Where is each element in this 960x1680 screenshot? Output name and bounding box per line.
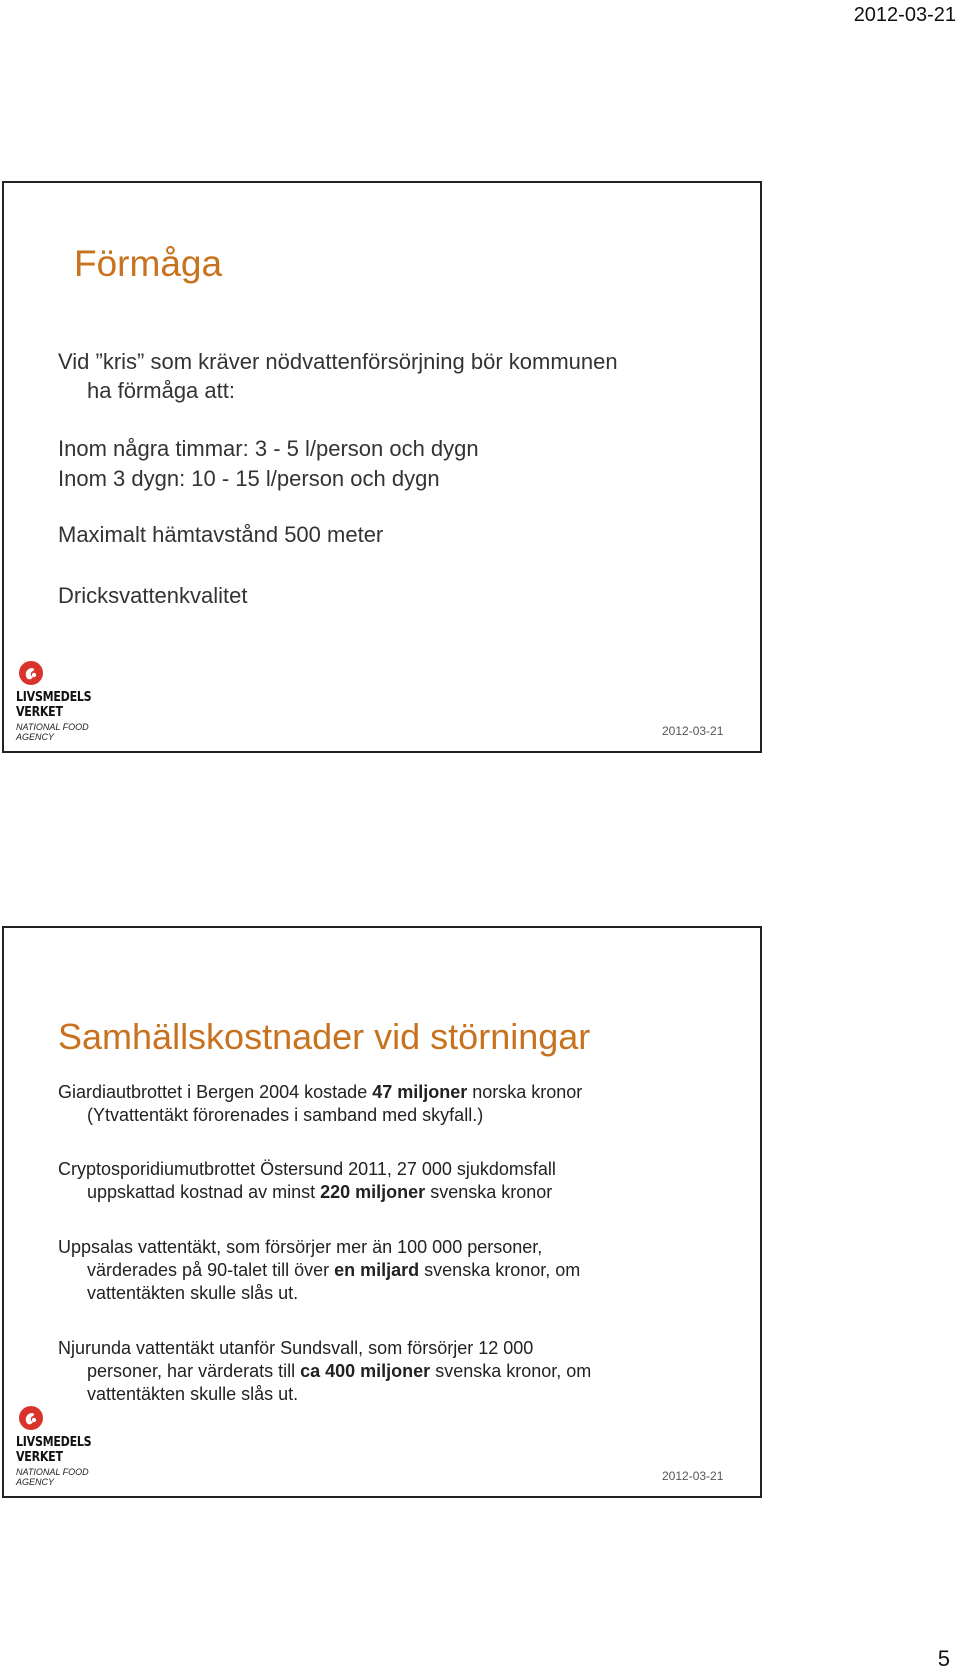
line: vattentäkten skulle slås ut. xyxy=(87,1384,299,1404)
text: svenska kronor, om xyxy=(419,1260,581,1280)
intro-paragraph xyxy=(58,347,748,405)
slide-samhallskostnader xyxy=(2,926,762,1498)
logo-subtitle: NATIONAL FOOD AGENCY xyxy=(16,1467,89,1487)
paragraph-ostersund xyxy=(58,1158,748,1204)
emphasis: 47 miljoner xyxy=(372,1082,468,1102)
emphasis: ca 400 miljoner xyxy=(300,1361,431,1381)
line: Cryptosporidiumutbrottet Östersund 2011, 27 000 sjukdomsfall xyxy=(58,1159,556,1179)
line: (Ytvattentäkt förorenades i samband med skyfall.) xyxy=(87,1105,484,1125)
text: svenska kronor, om xyxy=(430,1361,592,1381)
logo-subtitle: NATIONAL FOOD AGENCY xyxy=(16,722,89,742)
text: svenska kronor xyxy=(425,1182,553,1202)
paragraph-uppsala xyxy=(58,1236,748,1305)
livsmedelsverket-logo xyxy=(16,660,96,750)
page-number: 5 xyxy=(937,1646,950,1671)
slide-formaga xyxy=(2,181,762,753)
paragraph-bergen xyxy=(58,1081,748,1127)
paragraph-njurunda xyxy=(58,1337,748,1406)
text: norska kronor xyxy=(467,1082,583,1102)
text: Giardiautbrottet i Bergen 2004 kostade xyxy=(58,1082,373,1102)
capacity-days: Inom 3 dygn: 10 - 15 l/person och dygn xyxy=(58,466,440,491)
line: Uppsalas vattentäkt, som försörjer mer än 100 000 personer, xyxy=(58,1237,543,1257)
logo-mark-icon xyxy=(18,1405,44,1431)
line xyxy=(58,1360,748,1383)
intro-line-2: ha förmåga att: xyxy=(87,378,235,403)
intro-line-1: Vid ”kris” som kräver nödvattenförsörjning bör kommunen xyxy=(58,349,618,374)
logo-name: LIVSMEDELS VERKET xyxy=(16,1435,92,1465)
slide-date: 2012-03-21 xyxy=(662,1469,724,1483)
line: Njurunda vattentäkt utanför Sundsvall, som försörjer 12 000 xyxy=(58,1338,534,1358)
text: värderades på 90-talet till över xyxy=(87,1260,335,1280)
line xyxy=(58,1181,748,1204)
line: vattentäkten skulle slås ut. xyxy=(87,1283,299,1303)
slide-date: 2012-03-21 xyxy=(662,724,724,738)
water-quality: Dricksvattenkvalitet xyxy=(58,583,248,608)
emphasis: 220 miljoner xyxy=(320,1182,426,1202)
line xyxy=(58,1259,748,1282)
slide-title: Samhällskostnader vid störningar xyxy=(58,1016,591,1057)
emphasis: en miljard xyxy=(334,1260,420,1280)
page-header-date: 2012-03-21 xyxy=(853,4,956,26)
slide-title: Förmåga xyxy=(74,243,223,284)
logo-name: LIVSMEDELS VERKET xyxy=(16,690,92,720)
max-distance: Maximalt hämtavstånd 500 meter xyxy=(58,522,384,547)
livsmedelsverket-logo xyxy=(16,1405,96,1495)
text: uppskattad kostnad av minst xyxy=(87,1182,321,1202)
logo-mark-icon xyxy=(18,660,44,686)
text: personer, har värderats till xyxy=(87,1361,301,1381)
capacity-hours: Inom några timmar: 3 - 5 l/person och dygn xyxy=(58,436,479,461)
